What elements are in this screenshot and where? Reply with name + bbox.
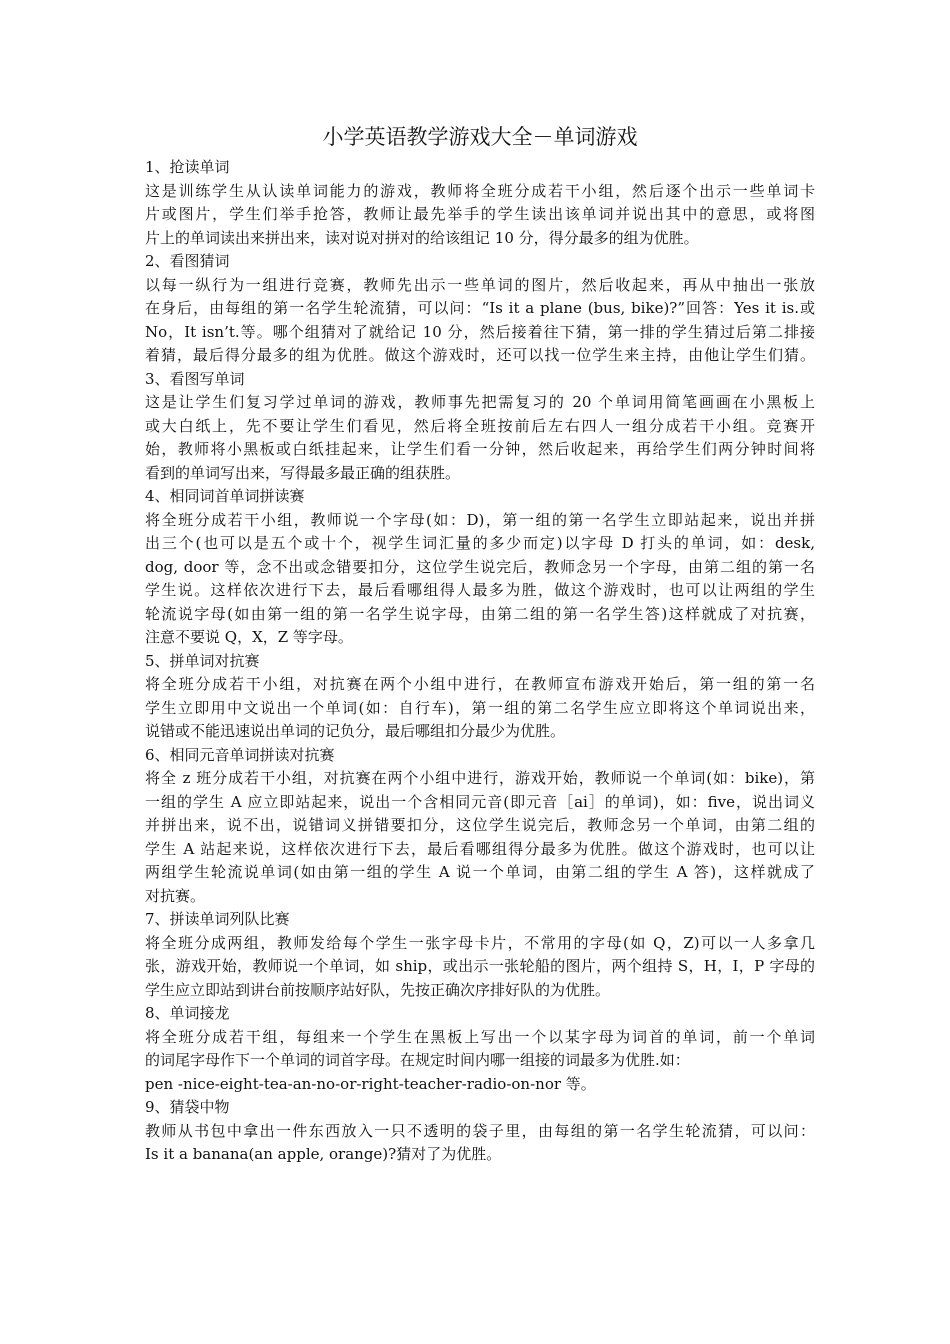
paragraph-line: 在身后，由每组的第一名学生轮流猜，可以问：“Is it a plane (bus, bike)?”回答：Yes it is.或 (145, 299, 815, 317)
section-5 (145, 650, 815, 744)
document-page (145, 120, 815, 1167)
paragraph-line: 张，游戏开始，教师说一个单词，如 ship，或出示一张轮船的图片，两个组持 S，H，I，P 字母的 (145, 957, 815, 975)
paragraph-line: 学生立即用中文说出一个单词(如：自行车)，第一组的第二名学生应立即将这个单词说出来， (145, 698, 815, 717)
paragraph-line: 或大白纸上，先不要让学生们看见，然后将全班按前后左右四人一组分成若干小组。竞赛开 (145, 416, 815, 435)
paragraph-line: 片或图片，学生们举手抢答，教师让最先举手的学生读出该单词并说出其中的意思，或将图 (145, 205, 815, 223)
paragraph-line: 对抗赛。 (145, 886, 206, 905)
paragraph-line: 轮流说字母(如由第一组的第一名学生说字母，由第二组的第一名学生答)这样就成了对抗赛， (145, 604, 815, 623)
paragraph-line: 学生 A 站起来说，这样依次进行下去，最后看哪组得分最多为优胜。做这个游戏时，也可以让 (145, 839, 815, 858)
paragraph-line: 说错或不能迅速说出单词的记负分，最后哪组扣分最少为优胜。 (145, 722, 566, 740)
paragraph-line: 这是让学生们复习学过单词的游戏，教师事先把需复习的 20 个单词用简笔画画在小黑板上 (145, 393, 815, 411)
paragraph-line: 学生应立即站到讲台前按顺序站好队，先按正确次序排好队的为优胜。 (145, 980, 611, 999)
paragraph-line: 一组的学生 A 应立即站起来，说出一个含相同元音(即元音［ai］的单词)，如：five，说出词义 (145, 792, 815, 811)
section-heading: 9、猜袋中物 (145, 1098, 230, 1116)
paragraph-line: 注意不要说 Q，X，Z 等字母。 (145, 628, 353, 646)
section-heading: 6、相同元音单词拼读对抗赛 (145, 745, 335, 764)
paragraph-line: 看到的单词写出来，写得最多最正确的组获胜。 (145, 463, 461, 482)
section-heading: 1、抢读单词 (145, 158, 230, 176)
document-title: 小学英语教学游戏大全－单词游戏 (322, 125, 638, 149)
section-heading: 8、单词接龙 (145, 1004, 230, 1022)
section-3 (145, 368, 815, 486)
section-7 (145, 908, 815, 1002)
section-2 (145, 250, 815, 368)
section-4 (145, 485, 815, 650)
paragraph-line: 将全班分成两组，教师发给每个学生一张字母卡片，不常用的字母(如 Q，Z)可以一人多拿几 (145, 933, 815, 952)
paragraph-line: 的词尾字母作下一个单词的词首字母。在规定时间内哪一组接的词最多为优胜.如： (145, 1051, 690, 1069)
section-8 (145, 1002, 815, 1096)
section-9 (145, 1096, 815, 1167)
section-1 (145, 156, 815, 250)
paragraph-line: 将全 z 班分成若干小组，对抗赛在两个小组中进行，游戏开始，教师说一个单词(如：bike)，第 (145, 769, 815, 787)
paragraph-line: 片上的单词读出来拼出来，读对说对拼对的给该组记 10 分，得分最多的组为优胜。 (145, 228, 699, 247)
paragraph-line: 教师从书包中拿出一件东西放入一只不透明的袋子里，由每组的第一名学生轮流猜，可以问： (145, 1121, 815, 1140)
paragraph-line: 将全班分成若干小组，对抗赛在两个小组中进行，在教师宣布游戏开始后，第一组的第一名 (145, 675, 815, 693)
paragraph-line: 始，教师将小黑板或白纸挂起来，让学生们看一分钟，然后收起来，再给学生们两分钟时间将 (145, 440, 815, 458)
paragraph-line: 这是训练学生从认读单词能力的游戏，教师将全班分成若干小组，然后逐个出示一些单词卡 (145, 181, 815, 200)
paragraph-line: Is it a banana(an apple, orange)?猜对了为优胜。 (145, 1145, 502, 1163)
paragraph-line: No，It isn’t.等。哪个组猜对了就给记 10 分，然后接着往下猜，第一排的学生猜过后第二排接 (145, 322, 815, 341)
paragraph-line: pen -nice-eight-tea-an-no-or-right-teacher-radio-on-nor 等。 (145, 1074, 596, 1093)
section-6 (145, 744, 815, 909)
paragraph-line: 着猜，最后得分最多的组为优胜。做这个游戏时，还可以找一位学生来主持，由他让学生们猜。 (145, 346, 815, 364)
paragraph-line: 以每一纵行为一组进行竞赛，教师先出示一些单词的图片，然后收起来，再从中抽出一张放 (145, 275, 815, 294)
paragraph-line: 并拼出来，说不出，说错词义拼错要扣分，这位学生说完后，教师念另一个单词，由第二组的 (145, 816, 815, 834)
section-heading: 7、拼读单词列队比赛 (145, 910, 290, 928)
section-heading: 2、看图猜词 (145, 252, 230, 270)
section-heading: 4、相同词首单词拼读赛 (145, 487, 305, 505)
section-heading: 5、拼单词对抗赛 (145, 651, 260, 670)
paragraph-line: 两组学生轮流说单词(如由第一组的学生 A 说一个单词，由第二组的学生 A 答)，这样就成了 (145, 863, 815, 881)
paragraph-line: 将全班分成若干小组，教师说一个字母(如：D)，第一组的第一名学生立即站起来，说出并拼 (145, 510, 815, 529)
paragraph-line: 出三个(也可以是五个或十个，视学生词汇量的多少而定)以字母 D 打头的单词，如：desk, (145, 534, 815, 552)
paragraph-line: 学生说。这样依次进行下去，最后看哪组得人最多为胜，做这个游戏时，也可以让两组的学生 (145, 581, 815, 599)
paragraph-line: 将全班分成若干组，每组来一个学生在黑板上写出一个以某字母为词首的单词，前一个单词 (145, 1027, 815, 1046)
section-heading: 3、看图写单词 (145, 369, 245, 388)
paragraph-line: dog, door 等，念不出或念错要扣分，这位学生说完后，教师念另一个字母，由第二组的第一名 (145, 557, 815, 576)
